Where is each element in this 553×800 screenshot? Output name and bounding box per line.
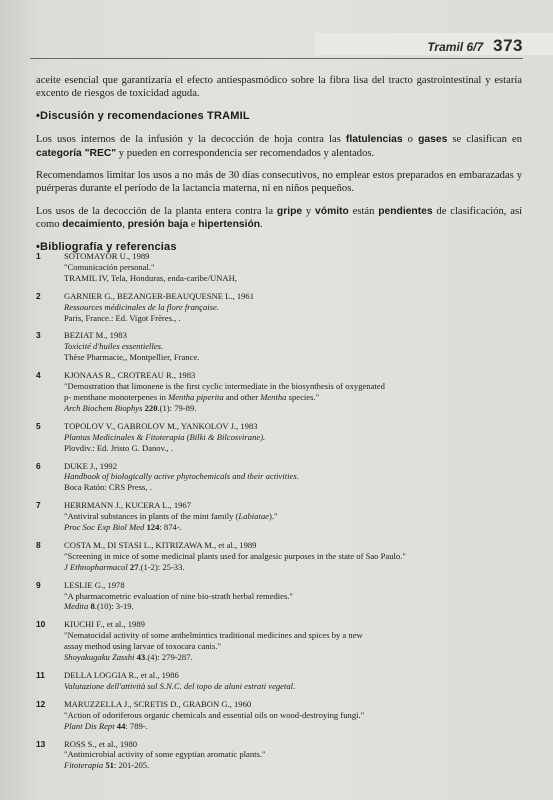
volume-number: 27 [129, 561, 139, 572]
reference-number: 1 [36, 251, 41, 261]
reference-title: "Nematocidal activity of some anthelmintics traditional medicines and spices by a new [64, 630, 363, 641]
pages: .(1): 79-89. [157, 402, 197, 413]
reference-authors: KIUCHI F., et al., 1989 [64, 619, 145, 630]
reference-number: 4 [36, 370, 41, 381]
text-run: p- menthane monoterpenes in [64, 391, 169, 402]
reference-item [36, 699, 516, 732]
text-run: species." [286, 391, 320, 402]
text-run: )." [268, 511, 278, 522]
reference-title: "Action of odoriferous organic chemicals and essential oils on wood-destroying fungi." [64, 709, 365, 720]
reference-authors: BEZIAT M., 1983 [64, 330, 127, 341]
reference-item [36, 739, 516, 772]
text-run: Los usos de la decocción de la planta entera contra la [36, 205, 277, 217]
reference-item [36, 670, 516, 692]
species-name: Mentha [260, 391, 287, 402]
volume-number: 124 [146, 522, 160, 533]
reference-item [36, 330, 516, 363]
text-run: de clasificación, así como [36, 205, 523, 231]
reference-source [64, 721, 516, 732]
reference-authors: ROSS S., et al., 1980 [64, 738, 138, 749]
reference-authors: DUKE J., 1992 [64, 460, 117, 471]
header-rule [30, 58, 523, 59]
bold-term: decaimiento [62, 219, 123, 231]
species-name: Mentha piperita [168, 391, 224, 402]
reference-number: 11 [36, 670, 45, 680]
running-head [427, 36, 523, 56]
reference-item [36, 619, 516, 663]
reference-number: 2 [36, 290, 41, 301]
family-name: Labiatae [238, 511, 269, 522]
reference-title: Toxicité d'huiles essentielles. [64, 341, 164, 352]
section-title-discussion: •Discusión y recomendaciones TRAMIL [36, 109, 250, 122]
reference-number: 8 [36, 539, 41, 550]
pages: : 789-. [125, 720, 148, 731]
journal-name: Plant Dis Rept [64, 720, 115, 731]
reference-number: 6 [36, 460, 41, 471]
reference-number: 9 [36, 579, 41, 590]
reference-number: 5 [36, 420, 41, 431]
reference-title: "Screening in mice of some medicinal plants used for analgesic purposes in the state of Sao Paulo." [64, 550, 406, 561]
text-run: . [260, 219, 263, 231]
bold-term: gases [418, 134, 448, 146]
reference-item [36, 580, 516, 613]
reference-source: TRAMIL IV, Tela, Honduras, enda-caribe/UNAH, [64, 272, 237, 283]
pages: : 201-205. [113, 760, 150, 771]
pages: .(10): 3-19. [94, 601, 134, 612]
reference-number: 10 [36, 619, 46, 630]
reference-item [36, 291, 516, 324]
bold-term: hipertensión [198, 219, 261, 231]
bold-term: categoría "REC" [36, 147, 117, 159]
volume-number: 44 [116, 720, 126, 731]
reference-authors: COSTA M., DI STASI L., KITRIZAWA M., et al., 1989 [64, 539, 257, 550]
volume-number: 8 [90, 601, 95, 612]
paragraph-intro: aceite esencial que garantizaría el efecto antiespasmódico sobre la fibra lisa del tracto gastrointestinal y estaría excento de riesgos de toxicidad aguda. [36, 75, 522, 100]
bold-term: vómito [315, 205, 349, 217]
bold-term: presión baja [127, 219, 189, 231]
paragraph-recommendation: Recomendamos limitar los usos a no más de 30 días consecutivos, no emplear estos preparados en embarazadas y puérperas durante el período de la lactancia materna, ni en niños pequeños. [36, 170, 522, 195]
reference-source [64, 652, 516, 663]
reference-source: Boca Ratón: CRS Press, . [64, 482, 152, 493]
reference-source [64, 601, 516, 612]
reference-title: "Comunicación personal." [64, 261, 155, 272]
journal-name: Arch Biochem Biophys [64, 402, 143, 413]
reference-source: Plovdiv.: Ed. Jristo G. Danov., . [64, 442, 173, 453]
reference-item [36, 540, 516, 573]
reference-item [36, 370, 516, 414]
pages: .(1-2): 25-33. [138, 561, 185, 572]
journal-name: Shoyakugaku Zasshi [64, 652, 135, 663]
reference-authors: HERRMANN J., KUCERA L., 1967 [64, 500, 192, 511]
paragraph-uses [36, 133, 522, 160]
text-run: están [348, 205, 379, 217]
reference-authors: TOPOLOV V., GABROLOV M., YANKOLOV J., 1983 [64, 420, 258, 431]
reference-title [64, 511, 516, 522]
reference-title: Handbook of biologically active phytochemicals and their activities. [64, 471, 299, 482]
reference-item [36, 421, 516, 454]
reference-number: 7 [36, 500, 41, 511]
reference-number: 3 [36, 330, 41, 341]
volume-number: 43 [136, 652, 146, 663]
bold-term: gripe [276, 205, 303, 217]
reference-title: Ressources médicinales de la flore française. [64, 301, 219, 312]
reference-source [64, 760, 516, 771]
pages: .(4): 279-287. [145, 652, 193, 663]
page-number: 373 [493, 36, 523, 55]
reference-number: 12 [36, 698, 46, 709]
text-run: y [302, 205, 316, 217]
reference-source: Thèse Pharmacie,, Montpellier, France. [64, 352, 200, 363]
text-run: y pueden en correspondencia ser recomendados y alentados. [116, 147, 375, 159]
text-run: e [188, 219, 199, 231]
journal-name: Proc Soc Exp Biol Med [64, 522, 145, 533]
paragraph-pending [36, 205, 522, 232]
text-run: o [402, 134, 419, 146]
reference-item [36, 251, 516, 284]
reference-title: Valutazione dell'attività sul S.N.C. del topo de aluni estrati vegetal. [64, 680, 296, 691]
bold-term: flatulencias [345, 134, 403, 146]
reference-item [36, 500, 516, 533]
text-run: se clasifican en [447, 134, 523, 146]
reference-authors: LESLIE G., 1978 [64, 579, 125, 590]
reference-list [36, 251, 516, 778]
journal-name: Fitoterapia [64, 760, 104, 771]
pages: : 874-. [159, 522, 182, 533]
reference-authors: GARNIER G., BEZANGER-BEAUQUESNE L., 1961 [64, 290, 255, 301]
journal-name: J Ethnopharmacol [64, 561, 128, 572]
text-run: and other [223, 391, 261, 402]
reference-authors: KJONAAS R., CROTREAU R., 1983 [64, 370, 196, 381]
volume-number: 51 [105, 760, 114, 771]
text-run: Los usos internos de la infusión y la decocción de hoja contra las [36, 134, 346, 146]
reference-source: Paris, France.: Ed. Vigot Frères., . [64, 312, 181, 323]
reference-authors: DELLA LOGGIA R., et al., 1986 [64, 670, 179, 680]
reference-title-cont: assay method using larvae of toxocara canis." [64, 641, 221, 652]
reference-authors: MARUZZELLA J., SCRETIS D., GRABON G., 1960 [64, 698, 252, 709]
reference-title: "Demostration that limonene is the first cyclic intermediate in the biosynthesis of oxygenated [64, 381, 385, 392]
reference-item [36, 461, 516, 494]
reference-source [64, 403, 516, 414]
reference-number: 13 [36, 738, 46, 749]
reference-source [64, 522, 516, 533]
reference-authors: SOTOMAYOR U., 1989 [64, 251, 150, 261]
bold-term: pendientes [378, 205, 433, 217]
reference-title: "Antimicrobial activity of some egyptian aromatic plants." [64, 749, 266, 760]
reference-title: Plantas Medicinales & Fitoterapia (Bilki & Bilcosvirane). [64, 431, 266, 442]
text-run: "Antiviral substances in plants of the mint family ( [64, 511, 239, 522]
running-title: Tramil 6/7 [427, 40, 484, 54]
reference-source [64, 562, 516, 573]
volume-number: 220 [144, 402, 158, 413]
reference-title-cont [64, 392, 516, 403]
journal-name: Medita [64, 601, 89, 612]
reference-title: "A pharmacometric evaluation of nine bio-strath herbal remedies." [64, 590, 293, 601]
text-run: , [122, 219, 128, 231]
section-title-bibliography: •Bibliografía y referencias [36, 240, 177, 253]
body-text [36, 74, 522, 264]
